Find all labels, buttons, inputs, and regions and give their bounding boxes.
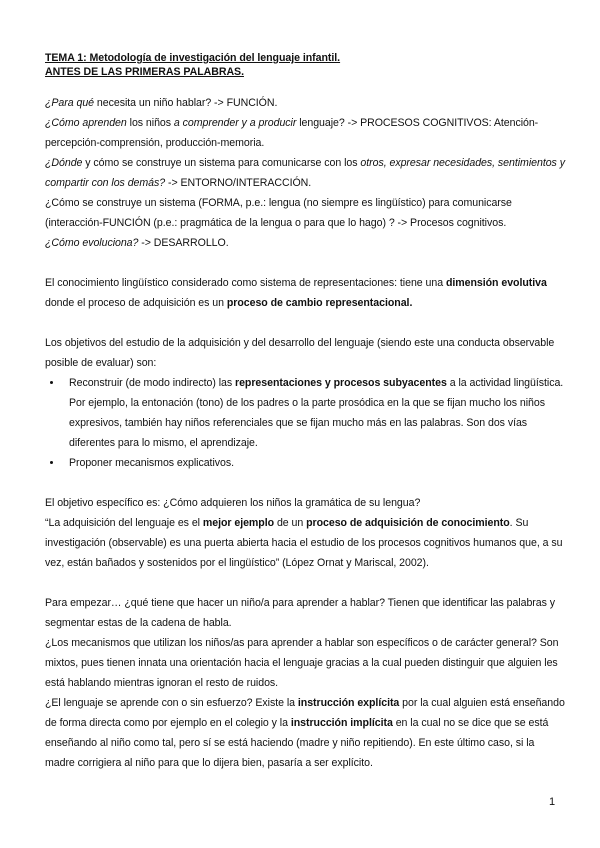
document-body (45, 51, 565, 773)
question-function: ¿Para qué necesita un niño hablar? -> FUNCIÓN. (45, 97, 278, 109)
question-cognitive: ¿Cómo aprenden los niños a comprender y a producir lenguaje? -> PROCESOS COGNITIVOS: Atención-percepción-comprensión, producción-memoria. (45, 117, 539, 149)
page-number: 1 (549, 796, 556, 808)
question-development: ¿Cómo evoluciona? -> DESARROLLO. (45, 237, 229, 249)
question-environment: ¿Dónde y cómo se construye un sistema para comunicarse con los otros, expresar necesidades, sentimientos y compartir con los demás? -> ENTORNO/INTERACCIÓN. (45, 157, 565, 189)
paragraph-objectives: Los objetivos del estudio de la adquisición y del desarrollo del lenguaje (siendo este una conducta observable posible de evaluar) son: (45, 337, 555, 369)
list-item: • Reconstruir (de modo indirecto) las representaciones y procesos subyacentes a la actividad lingüística. Por ejemplo, la entonación (tono) de los padres o la parte prosódica en la que se fijan mucho los niños expresivos, también hay niños referenciales que se fijan mucho más en las palabras. Son dos vías diferentes para lo mismo, el aprendizaje. (63, 373, 565, 453)
objectives-list (45, 373, 565, 473)
paragraph-instruction: ¿El lenguaje se aprende con o sin esfuerzo? Existe la instrucción explícita por la cual alguien está enseñando de forma directa como por ejemplo en el colegio y la instrucción implícita en la cual no se dice que se está enseñando al niño como tal, pero sí se está haciendo (madre y niño repitiendo). En este último caso, si la madre corrigiera al niño para que lo dijera bien, pasaría a ser explícito. (45, 697, 565, 769)
paragraph-start: Para empezar… ¿qué tiene que hacer un niño/a para aprender a hablar? Tienen que identificar las palabras y segmentar estas de la cadena de habla. (45, 597, 556, 629)
title-line-1: TEMA 1: Metodología de investigación del lenguaje infantil. (45, 52, 341, 64)
title-line-2: ANTES DE LAS PRIMERAS PALABRAS. (45, 66, 244, 78)
paragraph-mechanisms: ¿Los mecanismos que utilizan los niños/as para aprender a hablar son específicos o de carácter general? Son mixtos, pues tienen innata una orientación hacia el lenguaje gracias a la cual pueden distinguir que alguien les está hablando mientras ignoran el resto de ruidos. (45, 637, 559, 689)
paragraph-representations: El conocimiento lingüístico considerado como sistema de representaciones: tiene una dimensión evolutiva donde el proceso de adquisición es un proceso de cambio representacional. (45, 277, 547, 309)
page-title (45, 51, 565, 79)
list-item: • Proponer mecanismos explicativos. (63, 453, 565, 473)
quotation: “La adquisición del lenguaje es el mejor ejemplo de un proceso de adquisición de conocimiento. Su investigación (observable) es una puerta abierta hacia el estudio de los procesos cognitivos humanos que, a su vez, están bañados y sostenidos por el lingüístico” (López Ornat y Mariscal, 2002). (45, 517, 563, 569)
specific-objective: El objetivo específico es: ¿Cómo adquieren los niños la gramática de su lengua? (45, 497, 421, 509)
question-form: ¿Cómo se construye un sistema (FORMA, p.e.: lengua (no siempre es lingüístico) para comunicarse (interacción-FUNCIÓN (p.e.: pragmática de la lengua o para que lo hago) ? -> Procesos cognitivos. (45, 197, 512, 229)
